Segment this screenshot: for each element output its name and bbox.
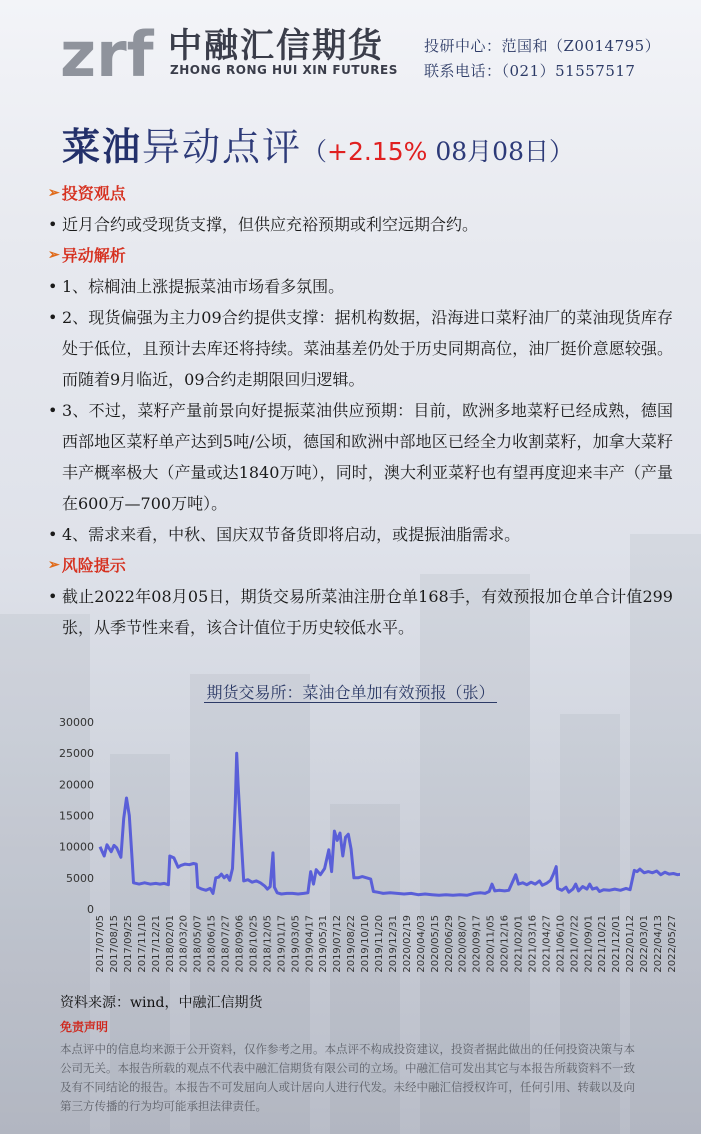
y-tick-label: 0 <box>87 903 94 916</box>
title-kind: 异动点评 <box>142 125 303 169</box>
x-tick-label: 2019/11/20 <box>374 915 386 973</box>
x-tick-label: 2021/02/01 <box>513 915 525 973</box>
series-line <box>100 753 680 895</box>
x-tick-label: 2020/05/15 <box>429 915 441 973</box>
title-date: 08月08日） <box>427 137 574 166</box>
section-heading: ➢ 投资观点 <box>48 178 673 209</box>
x-tick-label: 2020/09/17 <box>471 915 483 973</box>
y-tick-label: 10000 <box>59 840 94 854</box>
company-logo-icon <box>60 14 160 82</box>
arrow-icon: ➢ <box>48 557 60 573</box>
x-tick-label: 2018/10/25 <box>248 915 260 973</box>
x-tick-label: 2021/09/01 <box>583 915 595 973</box>
x-tick-label: 2021/04/27 <box>541 915 553 973</box>
x-tick-label: 2021/06/10 <box>555 915 567 973</box>
section-heading: ➢ 风险提示 <box>48 550 673 581</box>
disclaimer-text: 本点评中的信息均来源于公开资料，仅作参考之用。本点评不构成投资建议，投资者据此做出的任何投资决策与本公司无关。本报告所载的观点不代表中融汇信期货有限公司的立场。中融汇信可发出其它与本报告所载资料不一致及有不同结论的报告。本报告不可发屈向人或计居向人进行代发。未经中融汇信授权许可，任何引用、转载以及向第三方传播的行为均可能承担法律责任。 <box>60 1042 635 1113</box>
x-tick-label: 2022/05/27 <box>667 915 678 973</box>
list-item: • 1、棕榈油上涨提振菜油市场看多氛围。 <box>48 277 345 296</box>
list-item: • 近月合约或受现货支撑，但供应充裕预期或利空远期合约。 <box>48 215 479 234</box>
contact-phone: 联系电话：（021）51557517 <box>424 62 636 80</box>
x-tick-label: 2019/07/12 <box>332 915 344 973</box>
title-product: 菜油 <box>62 124 143 169</box>
contact-analyst: 投研中心：范国和（Z0014795） <box>424 37 661 55</box>
x-tick-label: 2019/03/05 <box>290 915 302 973</box>
chart-title: 期货交易所：菜油仓单加有效预报（张） <box>206 683 495 702</box>
x-tick-label: 2021/07/22 <box>569 915 581 973</box>
x-tick-label: 2018/06/15 <box>206 915 218 973</box>
line-chart <box>50 708 680 988</box>
x-tick-label: 2022/04/13 <box>653 915 665 973</box>
page-title <box>62 116 574 171</box>
source-note: 资料来源：wind，中融汇信期货 <box>60 995 263 1011</box>
x-tick-label: 2017/08/15 <box>108 915 120 973</box>
x-tick-label: 2019/12/31 <box>387 915 399 973</box>
arrow-icon: ➢ <box>48 185 60 201</box>
list-item: • 4、需求来看，中秋、国庆双节备货即将启动，或提振油脂需求。 <box>48 525 521 544</box>
arrow-icon: ➢ <box>48 247 60 263</box>
x-tick-label: 2020/06/29 <box>443 915 455 973</box>
x-tick-label: 2017/11/10 <box>136 915 148 973</box>
x-tick-label: 2020/04/03 <box>415 915 427 973</box>
x-tick-label: 2018/07/27 <box>220 915 232 973</box>
header <box>0 0 701 110</box>
x-tick-label: 2017/09/25 <box>122 915 134 973</box>
contact-info <box>424 34 660 84</box>
x-tick-label: 2019/10/10 <box>360 915 372 973</box>
x-tick-label: 2022/03/01 <box>639 915 651 973</box>
x-tick-label: 2020/08/07 <box>457 915 469 973</box>
x-tick-label: 2017/12/21 <box>150 915 162 973</box>
x-tick-label: 2018/03/20 <box>178 915 190 973</box>
title-change: +2.15% <box>327 137 428 166</box>
x-tick-label: 2022/01/12 <box>625 915 637 973</box>
y-tick-label: 5000 <box>66 871 94 885</box>
section-heading: ➢ 异动解析 <box>48 240 673 271</box>
list-item: • 截止2022年08月05日，期货交易所菜油注册仓单168手，有效预报加仓单合计值299张，从季节性来看，该合计值位于历史较低水平。 <box>48 587 673 637</box>
x-tick-label: 2018/09/06 <box>234 915 246 973</box>
x-tick-label: 2020/02/19 <box>401 915 413 973</box>
title-open: （ <box>302 137 328 166</box>
x-tick-label: 2019/04/17 <box>304 915 316 973</box>
list-item: • 3、不过，菜籽产量前景向好提振菜油供应预期：目前，欧洲多地菜籽已经成熟，德国西部地区菜籽单产达到5吨/公顷，德国和欧洲中部地区已经全力收割菜籽，加拿大菜籽丰产概率极大（产量或达1840万吨），同时，澳大利亚菜籽也有望再度迎来丰产（产量在600万—700万吨）。 <box>48 401 673 513</box>
company-name-en: ZHONG RONG HUI XIN FUTURES <box>170 63 398 77</box>
x-tick-label: 2020/12/16 <box>499 915 511 973</box>
y-tick-label: 20000 <box>59 778 94 792</box>
x-tick-label: 2019/05/31 <box>318 915 330 973</box>
x-tick-label: 2019/01/17 <box>276 915 288 973</box>
disclaimer-title: 免责声明 <box>60 1020 109 1034</box>
list-item: • 2、现货偏强为主力09合约提供支撑：据机构数据，沿海进口菜籽油厂的菜油现货库存处于低位，且预计去库还将持续。菜油基差仍处于历史同期高位，油厂挺价意愿较强。而随着9月临近，09合约走期限回归逻辑。 <box>48 308 673 389</box>
x-tick-label: 2017/07/05 <box>95 915 106 973</box>
x-tick-label: 2020/11/05 <box>485 915 497 973</box>
report-body <box>48 178 673 643</box>
x-tick-label: 2018/12/05 <box>262 915 274 973</box>
svg-text:zrf: zrf <box>60 18 154 82</box>
x-tick-label: 2021/10/21 <box>597 915 609 973</box>
x-tick-label: 2018/02/01 <box>164 915 176 973</box>
y-tick-label: 15000 <box>59 809 94 823</box>
company-name-cn: 中融汇信期货 <box>168 26 384 66</box>
x-tick-label: 2021/12/01 <box>611 915 623 973</box>
y-tick-label: 30000 <box>59 716 94 729</box>
x-tick-label: 2019/08/22 <box>346 915 358 973</box>
x-tick-label: 2018/05/07 <box>192 915 204 973</box>
x-tick-label: 2021/03/16 <box>527 915 539 973</box>
y-tick-label: 25000 <box>59 747 94 761</box>
